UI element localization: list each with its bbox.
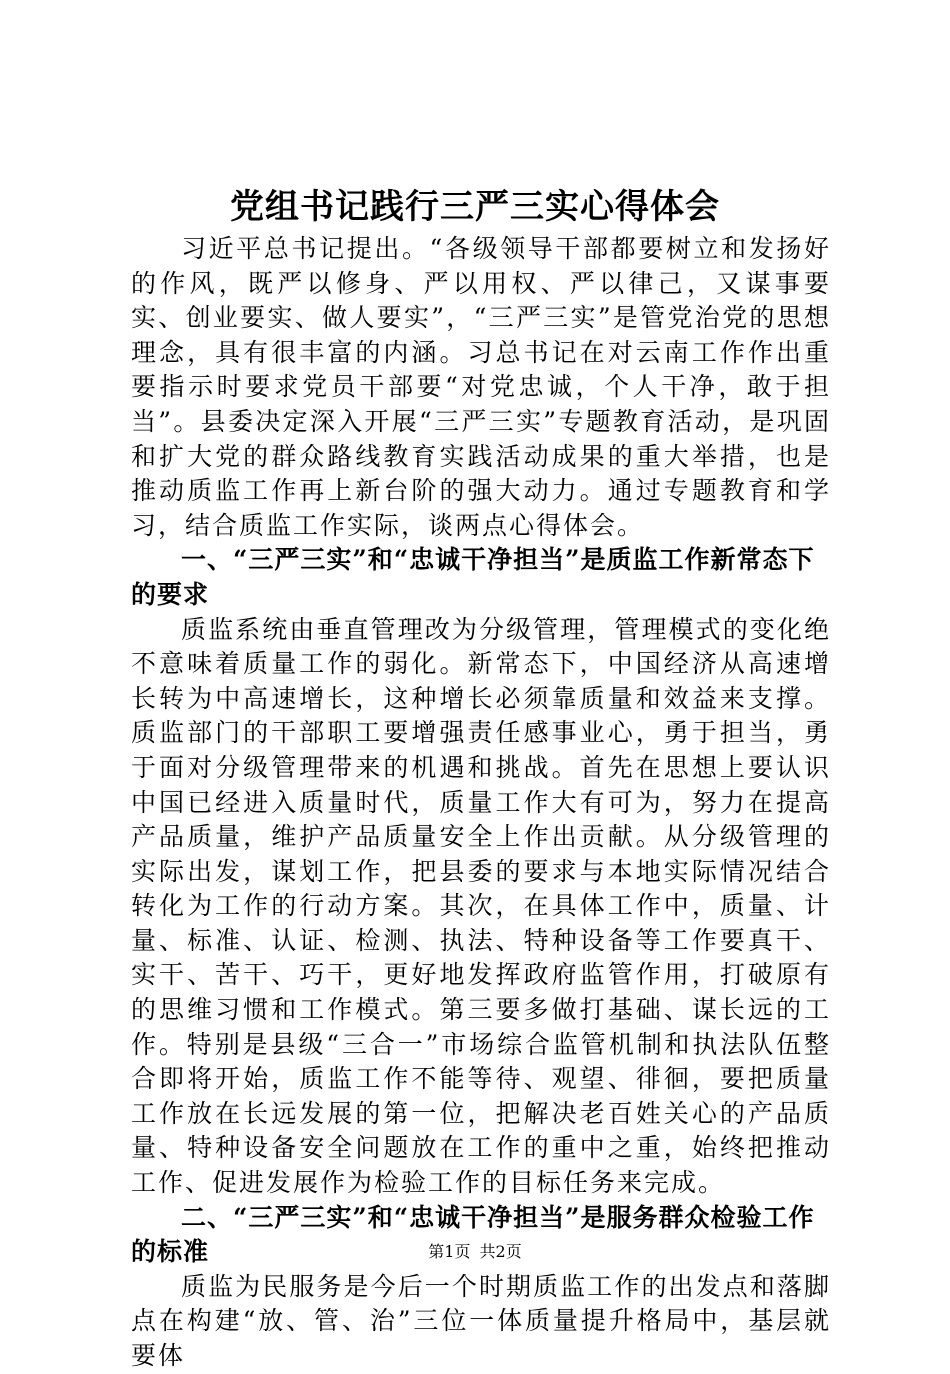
page-footer xyxy=(0,1240,950,1264)
section-paragraph-1: 质监系统由垂直管理改为分级管理，管理模式的变化绝不意味着质量工作的弱化。新常态下，中国经济从高速增长转为中高速增长，这种增长必须靠质量和效益来支撑。质监部门的干部职工要增强责任感事业心，勇于担当，勇于面对分级管理带来的机遇和挑战。首先在思想上要认识中国已经进入质量时代，质量工作大有可为，努力在提高产品质量，维护产品质量安全上作出贡献。从分级管理的实际出发，谋划工作，把县委的要求与本地实际情况结合转化为工作的行动方案。其次，在具体工作中，质量、计量、标准、认证、检测、执法、特种设备等工作要真干、实干、苦干、巧干，更好地发挥政府监管作用，打破原有的思维习惯和工作模式。第三要多做打基础、谋长远的工作。特别是县级“三合一”市场综合监管机制和执法队伍整合即将开始，质监工作不能等待、观望、徘徊，要把质量工作放在长远发展的第一位，把解决老百姓关心的产品质量、特种设备安全问题放在工作的重中之重，始终把推动工作、促进发展作为检验工作的目标任务来完成。 xyxy=(131,614,831,1198)
page-number: 第1页 xyxy=(428,1242,471,1261)
document-title: 党组书记践行三严三实心得体会 xyxy=(230,187,720,227)
page-total: 共2页 xyxy=(479,1242,522,1261)
section-heading-1: 一、“三严三实”和“忠诚干净担当”是质监工作新常态下的要求 xyxy=(131,545,815,609)
document-body xyxy=(131,232,831,1374)
intro-paragraph: 习近平总书记提出。“各级领导干部都要树立和发扬好的作风，既严以修身、严以用权、严以律己，又谋事要实、创业要实、做人要实”，“三严三实”是管党治党的思想理念，具有很丰富的内涵。习总书记在对云南工作作出重要指示时要求党员干部要“对党忠诚，个人干净，敢于担当”。县委决定深入开展“三严三实”专题教育活动，是巩固和扩大党的群众路线教育实践活动成果的重大举措，也是推动质监工作再上新台阶的强大动力。通过专题教育和学习，结合质监工作实际，谈两点心得体会。 xyxy=(131,234,831,540)
section-heading-2: 二、“三严三实”和“忠诚干净担当”是服务群众检验工作的标准 xyxy=(131,1202,815,1267)
section-paragraph-2: 质监为民服务是今后一个时期质监工作的出发点和落脚点在构建“放、管、治”三位一体质量提升格局中，基层就要体 xyxy=(131,1271,831,1370)
